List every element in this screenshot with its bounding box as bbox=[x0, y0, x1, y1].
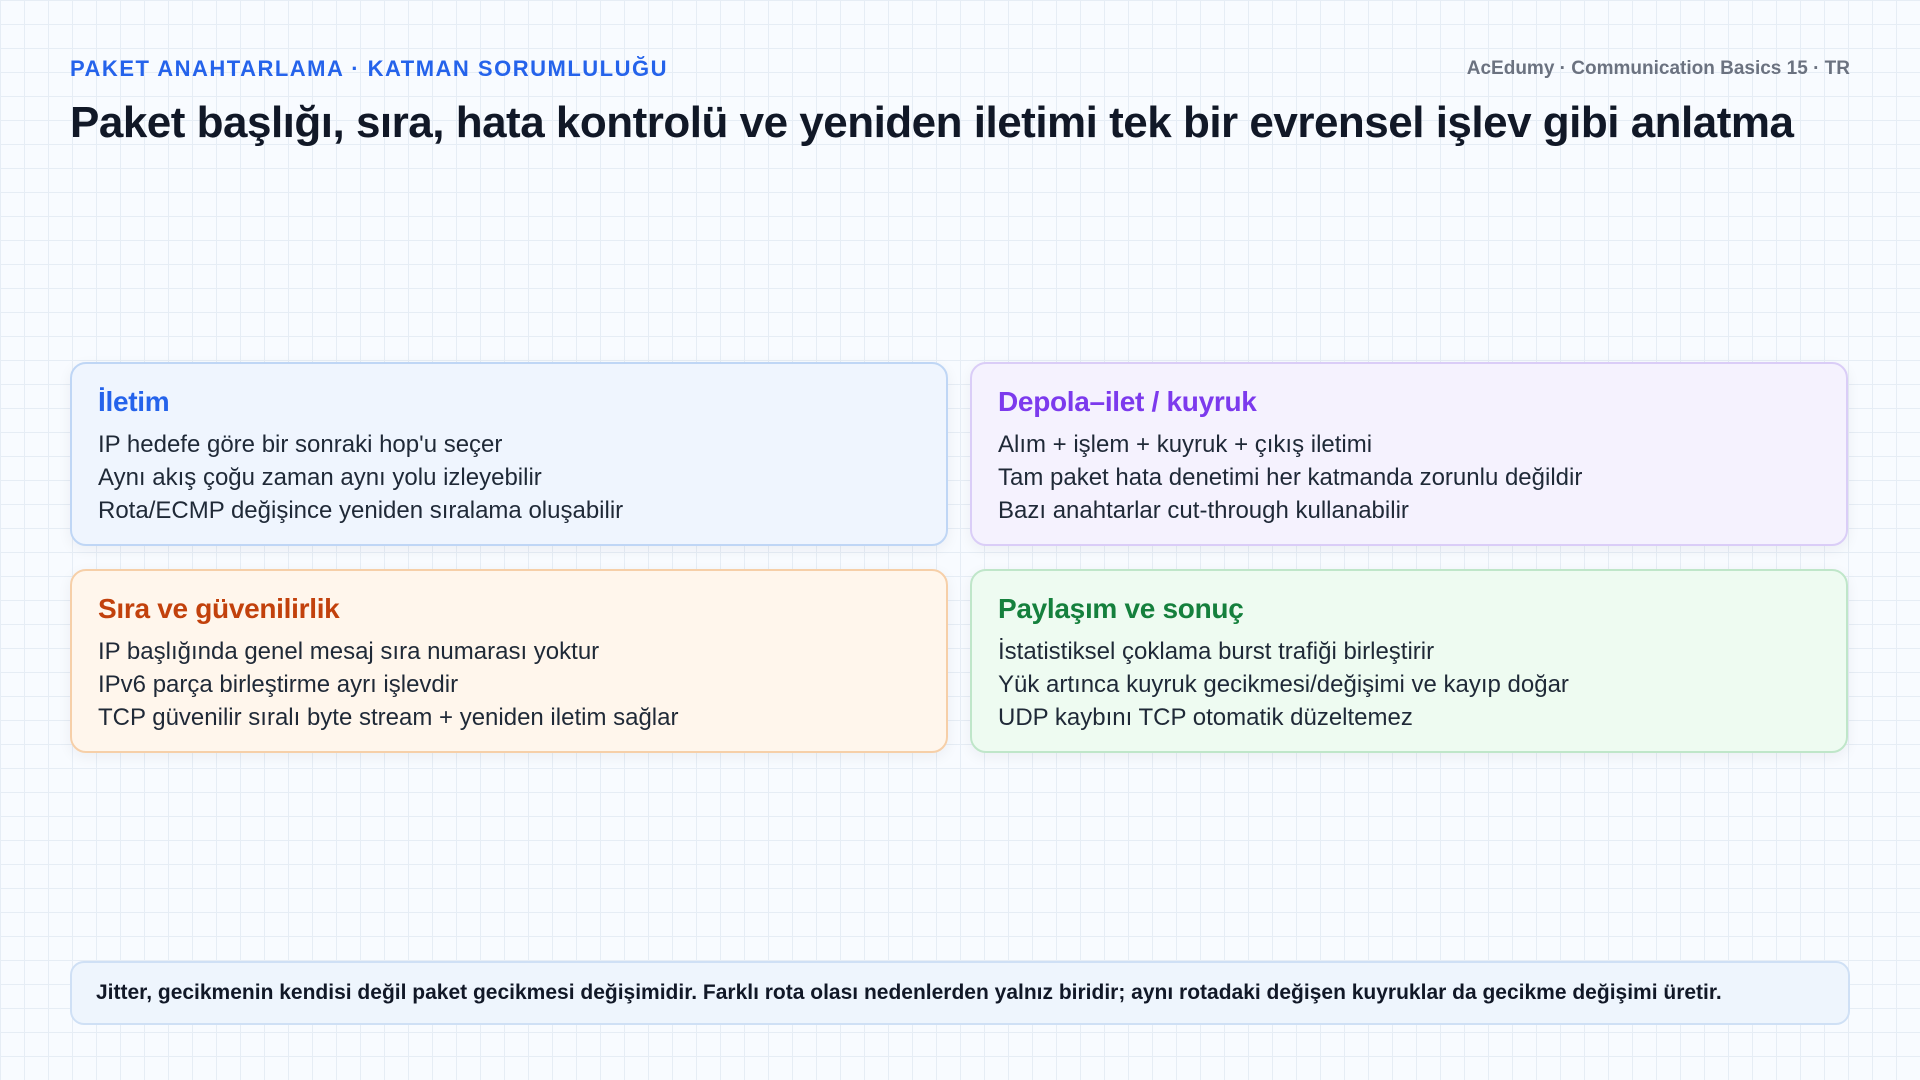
card-line: Aynı akış çoğu zaman aynı yolu izleyebilir bbox=[98, 464, 542, 491]
card-line: UDP kaybını TCP otomatik düzeltemez bbox=[998, 704, 1413, 731]
card-sira-guvenilirlik bbox=[70, 569, 948, 753]
slide-title: Paket başlığı, sıra, hata kontrolü ve yeniden iletimi tek bir evrensel işlev gibi anlatma bbox=[70, 98, 1794, 147]
card-line: Bazı anahtarlar cut-through kullanabilir bbox=[998, 497, 1409, 524]
card-title: Depola–ilet / kuyruk bbox=[998, 386, 1257, 417]
footer-text: Jitter, gecikmenin kendisi değil paket gecikmesi değişimidir. Farklı rota olası nedenlerden yalnız biridir; aynı rotadaki değişen kuyruklar da gecikme değişimi üretir. bbox=[96, 981, 1722, 1004]
card-line: IP hedefe göre bir sonraki hop'u seçer bbox=[98, 431, 503, 458]
brand-label: AcEdumy · Communication Basics 15 · TR bbox=[1466, 58, 1850, 79]
card-line: IP başlığında genel mesaj sıra numarası yoktur bbox=[98, 638, 600, 665]
card-line: Rota/ECMP değişince yeniden sıralama oluşabilir bbox=[98, 497, 624, 524]
card-title: Sıra ve güvenilirlik bbox=[98, 593, 340, 624]
card-line: İstatistiksel çoklama burst trafiği birleştirir bbox=[998, 638, 1435, 665]
card-depola-ilet bbox=[970, 362, 1848, 546]
section-eyebrow: PAKET ANAHTARLAMA · KATMAN SORUMLULUĞU bbox=[70, 56, 668, 81]
card-title: İletim bbox=[98, 386, 170, 417]
card-line: Tam paket hata denetimi her katmanda zorunlu değildir bbox=[998, 464, 1583, 491]
card-line: Yük artınca kuyruk gecikmesi/değişimi ve kayıp doğar bbox=[998, 671, 1569, 698]
footer-note bbox=[70, 961, 1850, 1025]
card-iletim bbox=[70, 362, 948, 546]
card-paylasim-sonuc bbox=[970, 569, 1848, 753]
card-line: TCP güvenilir sıralı byte stream + yeniden iletim sağlar bbox=[98, 704, 679, 731]
card-title: Paylaşım ve sonuç bbox=[998, 593, 1244, 624]
card-line: Alım + işlem + kuyruk + çıkış iletimi bbox=[998, 431, 1373, 458]
card-line: IPv6 parça birleştirme ayrı işlevdir bbox=[98, 671, 459, 698]
